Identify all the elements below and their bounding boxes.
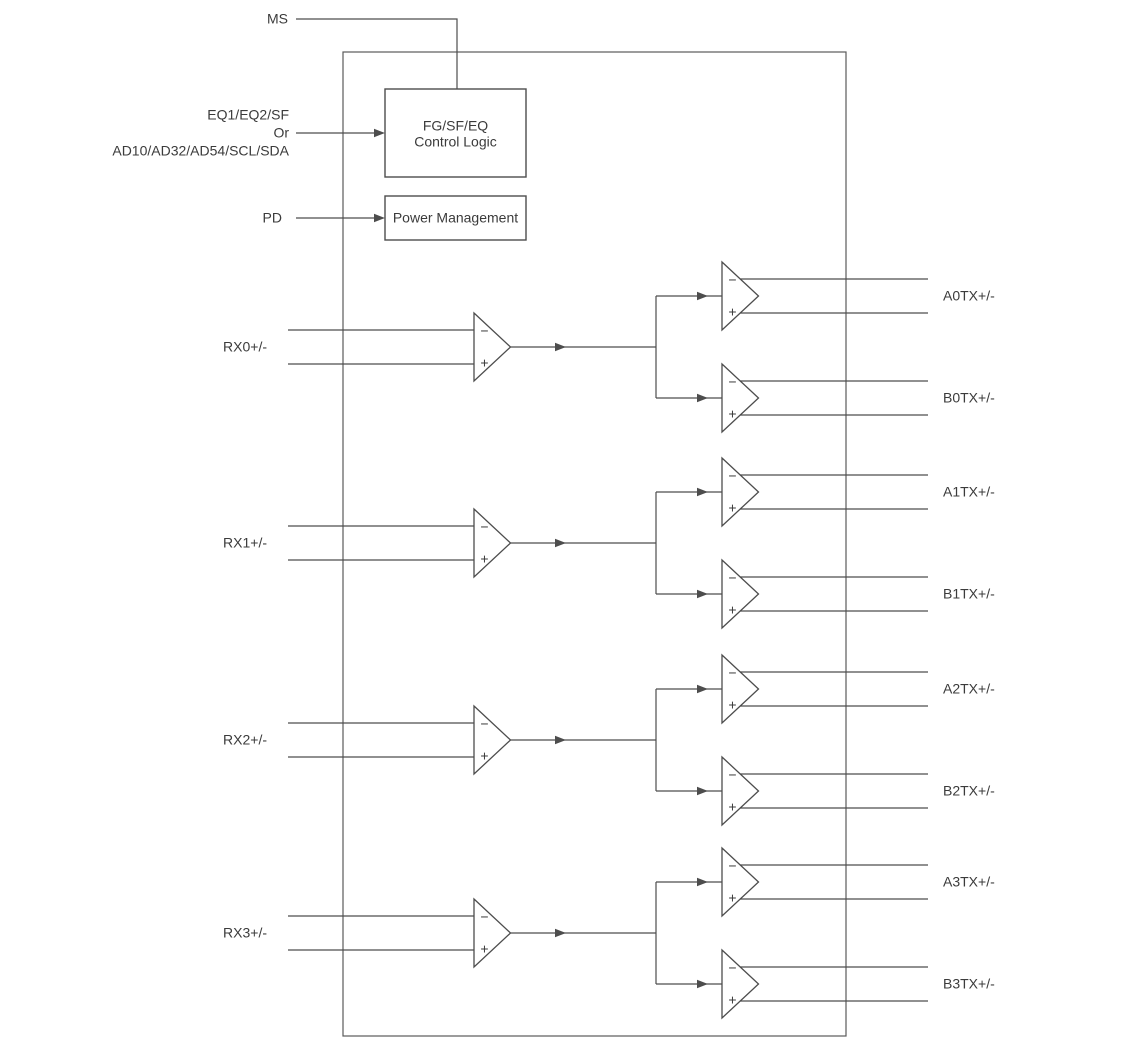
rx3-out-arrowhead-icon [555,929,566,937]
a3-feed-arrowhead-icon [697,878,708,886]
b3-output-amp-minus-sign: − [728,959,737,976]
rx0-label: RX0+/- [223,338,267,355]
rx1-input-amp-plus-sign: + [480,550,489,567]
b3-feed-arrowhead-icon [697,980,708,988]
eq-label-line3: AD10/AD32/AD54/SCL/SDA [112,142,289,159]
rx3-label: RX3+/- [223,924,267,941]
b1-tx-label: B1TX+/- [943,585,995,602]
b2-output-amp-plus-sign: + [728,798,737,815]
rx0-input-amp-plus-sign: + [480,354,489,371]
b3-tx-label: B3TX+/- [943,975,995,992]
a2-feed-arrowhead-icon [697,685,708,693]
b2-tx-label: B2TX+/- [943,782,995,799]
b0-output-amp-plus-sign: + [728,405,737,422]
rx0-input-amp-minus-sign: − [480,322,489,339]
rx2-out-arrowhead-icon [555,736,566,744]
channel-0 [223,262,995,432]
b3-output-amp-plus-sign: + [728,991,737,1008]
a2-tx-label: A2TX+/- [943,680,995,697]
a2-output-amp-minus-sign: − [728,664,737,681]
b0-tx-label: B0TX+/- [943,389,995,406]
pd-arrowhead-icon [374,214,385,222]
rx1-input-amp-minus-sign: − [480,518,489,535]
a1-output-amp-minus-sign: − [728,467,737,484]
b1-feed-arrowhead-icon [697,590,708,598]
a2-output-amp-plus-sign: + [728,696,737,713]
control-logic-label-line1: FG/SF/EQ [422,117,489,134]
a1-tx-label: A1TX+/- [943,483,995,500]
channel-1 [223,458,995,628]
b1-output-amp-plus-sign: + [728,601,737,618]
eq-label-line1: EQ1/EQ2/SF [207,106,289,123]
b2-output-amp-minus-sign: − [728,766,737,783]
rx0-out-arrowhead-icon [555,343,566,351]
ms-label: MS [267,10,288,27]
rx2-input-amp-minus-sign: − [480,715,489,732]
rx1-label: RX1+/- [223,534,267,551]
rx3-input-amp-minus-sign: − [480,908,489,925]
rx2-label: RX2+/- [223,731,267,748]
eq-label-line2: Or [273,124,289,141]
a3-output-amp-plus-sign: + [728,889,737,906]
ms-wire [296,19,457,89]
channel-2 [223,655,995,825]
pd-label: PD [262,209,282,226]
a1-output-amp-plus-sign: + [728,499,737,516]
b2-feed-arrowhead-icon [697,787,708,795]
a3-tx-label: A3TX+/- [943,873,995,890]
a0-output-amp-plus-sign: + [728,303,737,320]
channels-group [223,262,995,1018]
b0-output-amp-minus-sign: − [728,373,737,390]
a0-tx-label: A0TX+/- [943,287,995,304]
control-logic-label-line2: Control Logic [414,133,497,150]
a0-feed-arrowhead-icon [697,292,708,300]
b1-output-amp-minus-sign: − [728,569,737,586]
rx3-input-amp-plus-sign: + [480,940,489,957]
b0-feed-arrowhead-icon [697,394,708,402]
a1-feed-arrowhead-icon [697,488,708,496]
rx2-input-amp-plus-sign: + [480,747,489,764]
eq-arrowhead-icon [374,129,385,137]
channel-3 [223,848,995,1018]
power-management-label: Power Management [392,209,519,226]
a0-output-amp-minus-sign: − [728,271,737,288]
a3-output-amp-minus-sign: − [728,857,737,874]
rx1-out-arrowhead-icon [555,539,566,547]
